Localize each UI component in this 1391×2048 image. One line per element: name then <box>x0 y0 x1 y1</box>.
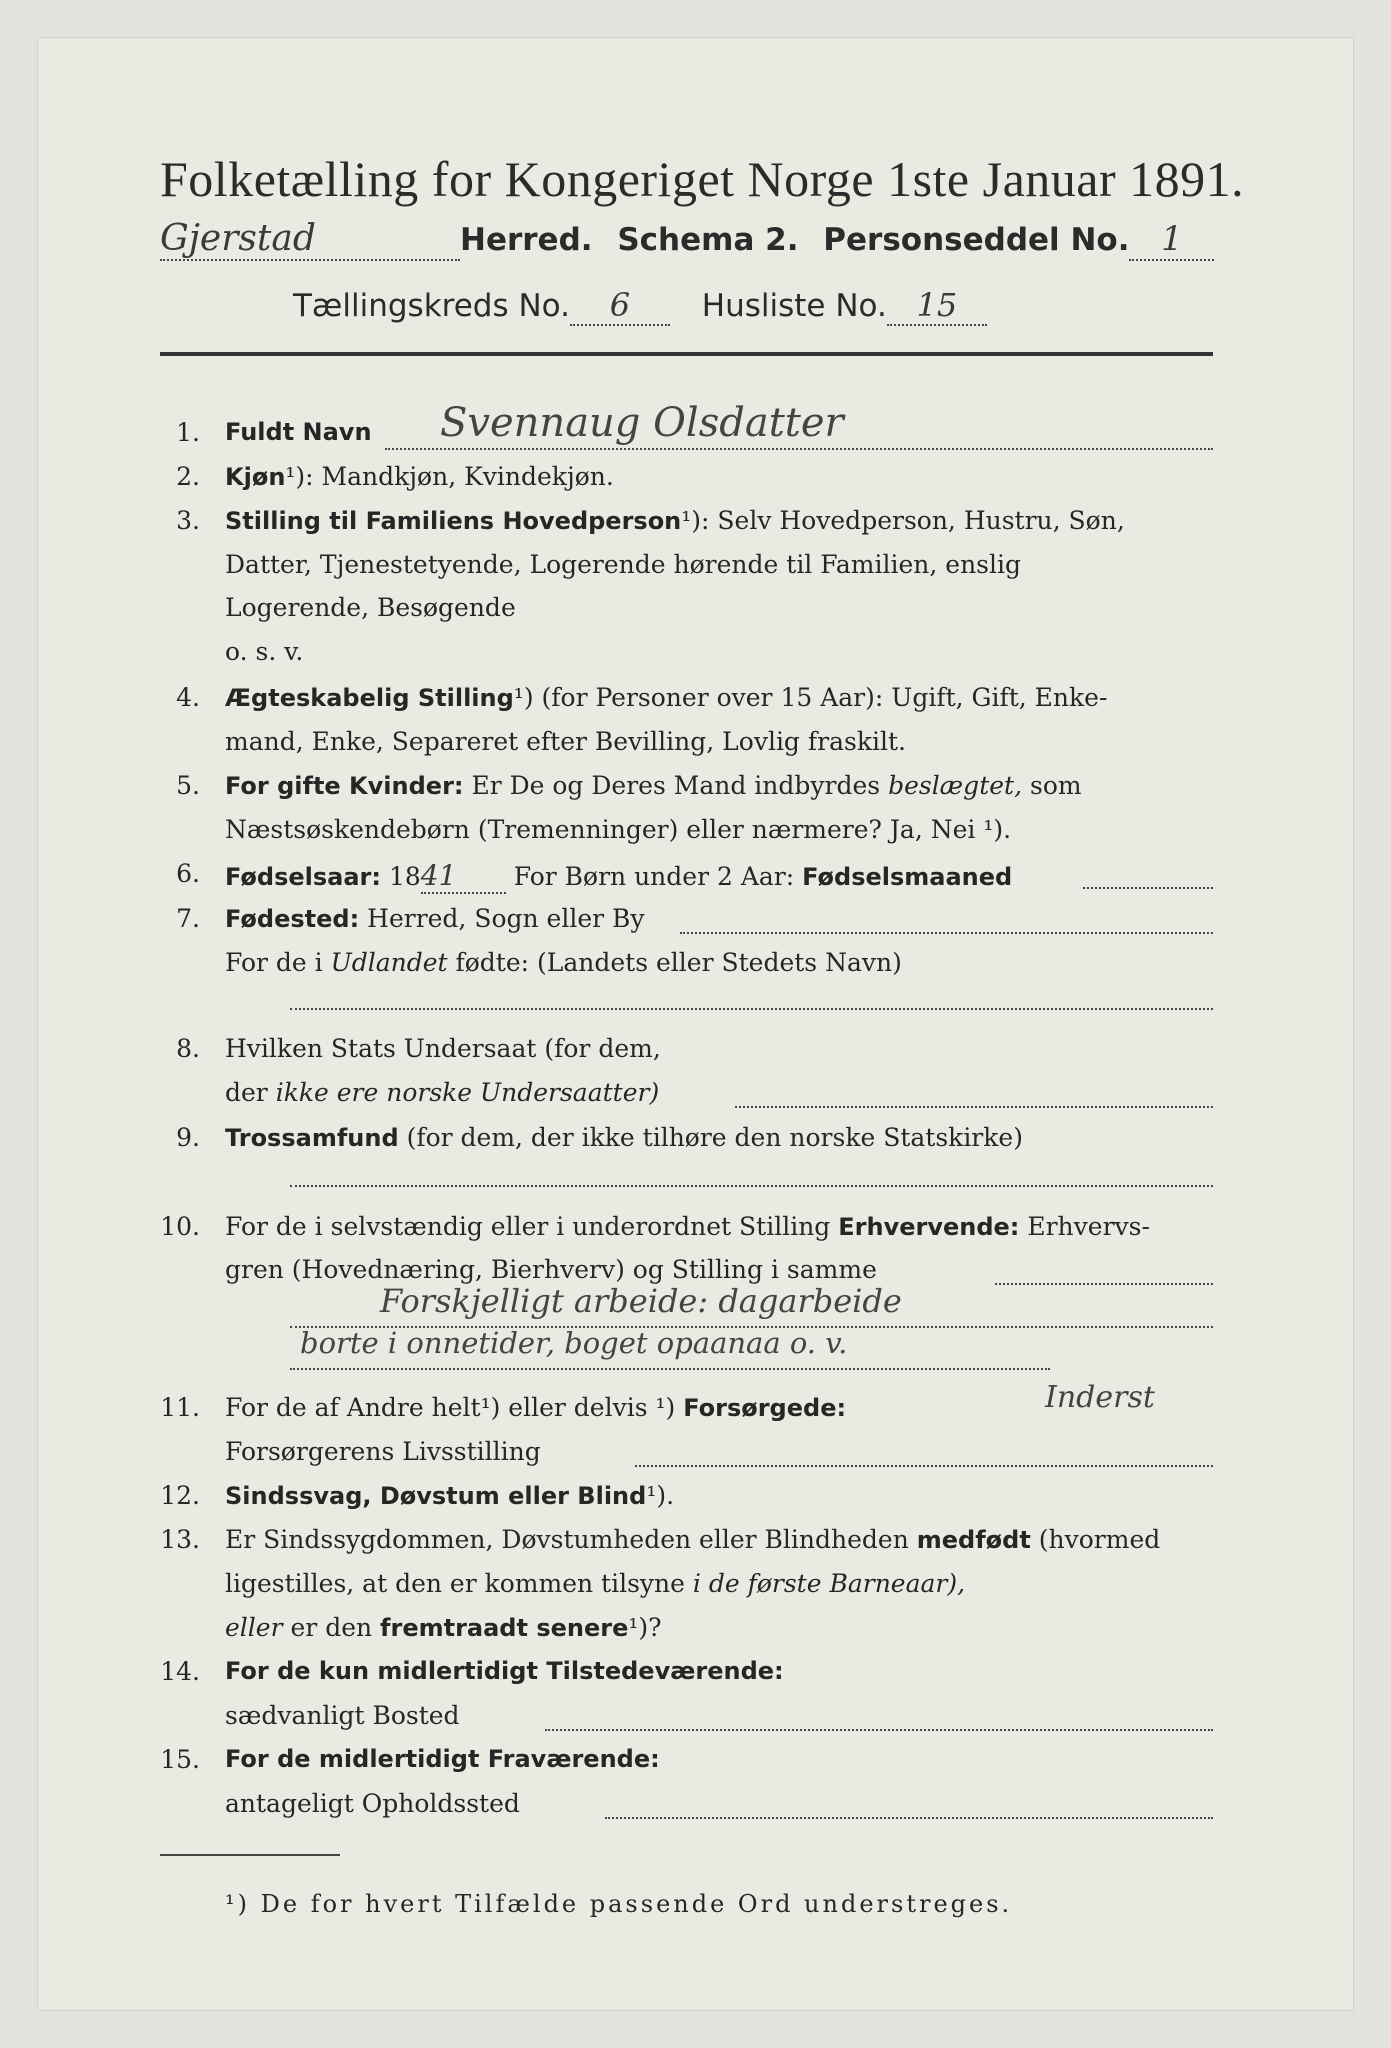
item-label: Hvilken Stats Undersaat <box>225 1034 537 1063</box>
item-text: fødte: (Landets eller Stedets Navn) <box>455 948 902 977</box>
item-text: ikke ere norske Undersaatter) <box>275 1078 660 1107</box>
item-text: i de første Barneaar), <box>692 1569 966 1598</box>
item-number: 10. <box>160 1212 200 1241</box>
item-text: Erhvervs- <box>1027 1212 1150 1241</box>
occupation-handwritten-1: Forskjelligt arbeide: dagarbeide <box>380 1282 902 1320</box>
item-text: For Børn under 2 Aar: <box>513 862 795 891</box>
herred-line <box>160 218 1214 261</box>
item-text: Forsørgerens Livsstilling <box>225 1437 541 1466</box>
taellingskreds-label: Tællingskreds No. <box>293 288 570 324</box>
leader <box>995 1283 1213 1285</box>
item-number: 7. <box>176 904 200 933</box>
item-label: Fuldt Navn <box>225 418 372 446</box>
leader <box>290 1008 1213 1010</box>
item-text: Datter, Tjenestetyende, Logerende hørende til Familien, enslig <box>225 550 1022 579</box>
birth-year-handwritten: 41 <box>421 859 506 894</box>
item-text: ¹): Selv Hovedperson, Hustru, Søn, <box>681 506 1125 535</box>
item-label: For gifte Kvinder: <box>225 772 464 800</box>
form-title: Folketælling for Kongeriget Norge 1ste Januar 1891. <box>160 151 1245 207</box>
leader <box>1083 887 1213 889</box>
item-number: 11. <box>160 1393 200 1422</box>
header-divider <box>160 352 1213 356</box>
footnote-divider <box>160 1854 340 1856</box>
item-text: ligestilles, at den er kommen tilsyne <box>225 1569 685 1598</box>
item-number: 1. <box>176 418 200 447</box>
item-label: Fødested: <box>225 905 360 933</box>
item-label: For de kun midlertidigt Tilstedeværende: <box>225 1657 784 1685</box>
item-label: Ægteskabelig Stilling <box>225 684 514 712</box>
item-label: For de i selvstændig eller i underordnet Stilling <box>225 1212 831 1241</box>
item-text: For de i <box>225 948 323 977</box>
item-label: For de af Andre helt <box>225 1393 481 1422</box>
leader <box>290 1368 1050 1370</box>
occupation-handwritten-3: Inderst <box>1045 1380 1155 1415</box>
leader <box>635 1465 1213 1467</box>
item-number: 3. <box>176 506 200 535</box>
item-text: (for dem, <box>544 1034 661 1063</box>
name-leader <box>385 448 1213 450</box>
item-text: ¹)? <box>628 1613 662 1642</box>
husliste-label: Husliste No. <box>701 288 887 324</box>
leader <box>735 1106 1213 1108</box>
leader <box>680 932 1213 934</box>
item-text: Næstsøskendebørn (Tremenninger) eller nærmere? Ja, Nei ¹). <box>225 815 1012 844</box>
item-text: ¹) (for Personer over 15 Aar): Ugift, Gift, Enke- <box>513 683 1108 712</box>
item-text: mand, Enke, Separeret efter Bevilling, Lovlig fraskilt. <box>225 727 906 756</box>
item-number: 14. <box>160 1657 200 1686</box>
item-text: ¹): Mandkjøn, Kvindekjøn. <box>285 462 614 491</box>
item-number: 4. <box>176 683 200 712</box>
item-number: 6. <box>176 859 200 888</box>
item-text: Udlandet <box>330 948 448 977</box>
item-text: (hvormed <box>1038 1525 1161 1554</box>
item-text: gren (Hovednæring, Bierhverv) og Stilling i samme <box>225 1255 877 1284</box>
leader <box>290 1185 1213 1187</box>
item-text: eller <box>225 1613 283 1642</box>
item-text: 18 <box>388 862 421 891</box>
item-text: beslægtet, <box>888 771 1023 800</box>
item-text: sædvanligt Bosted <box>225 1701 460 1730</box>
item-number: 9. <box>176 1123 200 1152</box>
item-label: Stilling til Familiens Hovedperson <box>225 507 682 535</box>
item-text: er den <box>290 1613 373 1642</box>
leader <box>605 1817 1213 1819</box>
husliste-number: 15 <box>887 286 987 326</box>
item-text: Herred, Sogn eller By <box>367 904 645 933</box>
item-number: 15. <box>160 1745 200 1774</box>
item-text: (for dem, der ikke tilhøre den norske Statskirke) <box>406 1123 1023 1152</box>
item-text: o. s. v. <box>225 637 304 666</box>
taellingskreds-number: 6 <box>570 286 670 326</box>
item-label: Sindssvag, Døvstum eller Blind <box>225 1482 647 1510</box>
leader <box>545 1729 1213 1731</box>
item-label: medfødt <box>916 1526 1031 1554</box>
item-label: Kjøn <box>225 463 286 491</box>
item-label: Trossamfund <box>225 1124 399 1152</box>
full-name-handwritten: Svennaug Olsdatter <box>440 400 844 446</box>
item-number: 12. <box>160 1481 200 1510</box>
item-number: 8. <box>176 1034 200 1063</box>
item-label: Fødselsmaaned <box>802 863 1013 891</box>
footnote: ¹) De for hvert Tilfælde passende Ord understreges. <box>225 1890 1013 1918</box>
item-number: 13. <box>160 1525 200 1554</box>
item-label: For de midlertidigt Fraværende: <box>225 1745 660 1773</box>
item-text: der <box>225 1078 268 1107</box>
item-text: Er De og Deres Mand indbyrdes <box>471 771 881 800</box>
item-number: 5. <box>176 771 200 800</box>
item-text: som <box>1029 771 1082 800</box>
item-label: Er Sindssygdommen, Døvstumheden eller Blindheden <box>225 1525 909 1554</box>
schema-label: Schema 2. <box>617 222 799 258</box>
item-text: Logerende, Besøgende <box>225 593 516 622</box>
item-text: antageligt Opholdssted <box>225 1789 520 1818</box>
personseddel-label: Personseddel No. <box>823 222 1130 258</box>
item-text: ¹) eller delvis ¹) <box>480 1393 676 1422</box>
herred-label: Herred. <box>460 222 593 258</box>
item-text: ¹). <box>646 1481 675 1510</box>
occupation-handwritten-2: borte i onnetider, boget opaanaa o. v. <box>300 1326 848 1360</box>
personseddel-number: 1 <box>1129 219 1214 261</box>
item-number: 2. <box>176 462 200 491</box>
item-label: Erhvervende: <box>838 1213 1020 1241</box>
item-label: Forsørgede: <box>683 1394 847 1422</box>
item-label: fremtraadt senere <box>380 1614 629 1642</box>
taellingskreds-line <box>293 286 987 326</box>
herred-handwritten: Gjerstad <box>160 218 460 261</box>
item-label: Fødselsaar: <box>225 863 381 891</box>
